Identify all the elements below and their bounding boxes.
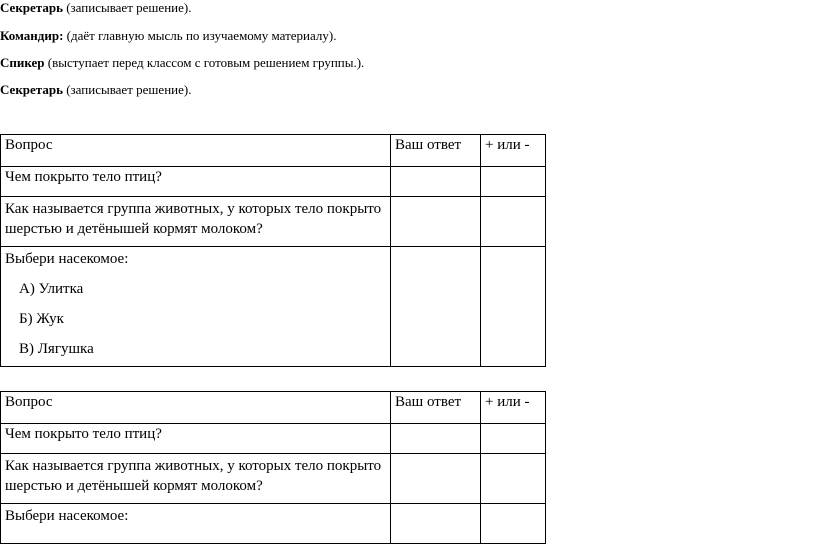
role-title: Командир: [0, 28, 64, 43]
question-text: Выбери насекомое: [1, 504, 391, 544]
role-title: Спикер [0, 55, 45, 70]
question-cell [1, 247, 391, 367]
header-answer: Ваш ответ [391, 392, 481, 424]
option-c: В) Лягушка [19, 341, 94, 357]
role-description: (записывает решение). [62, 0, 192, 15]
header-answer: Ваш ответ [391, 135, 481, 167]
role-commander [0, 28, 336, 44]
option-b: Б) Жук [19, 311, 64, 327]
answer-cell[interactable] [391, 454, 481, 504]
header-question: Вопрос [1, 135, 391, 167]
table-row [1, 424, 546, 454]
score-cell[interactable] [481, 454, 546, 504]
score-cell[interactable] [481, 504, 546, 544]
header-score: + или - [481, 392, 546, 424]
question-text: Как называется группа животных, у которых тело покрыто шерстью и детёнышей кормят молоком? [1, 454, 391, 504]
role-speaker [0, 55, 364, 71]
question-text: Чем покрыто тело птиц? [1, 424, 391, 454]
quiz-table-2 [0, 391, 546, 544]
quiz-table-1 [0, 134, 546, 367]
role-title: Секретарь [0, 82, 63, 97]
score-cell[interactable] [481, 424, 546, 454]
score-cell[interactable] [481, 167, 546, 197]
table-row [1, 247, 546, 367]
answer-cell[interactable] [391, 197, 481, 247]
role-description: (выступает перед классом с готовым решением группы.). [44, 55, 365, 70]
header-score: + или - [481, 135, 546, 167]
table-header-row [1, 392, 546, 424]
role-description: (записывает решение). [62, 82, 192, 97]
role-secretary-bottom [0, 82, 191, 98]
role-description: (даёт главную мысль по изучаемому материалу). [63, 28, 337, 43]
answer-cell[interactable] [391, 167, 481, 197]
table-row [1, 454, 546, 504]
table-row [1, 504, 546, 544]
answer-cell[interactable] [391, 247, 481, 367]
table-header-row [1, 135, 546, 167]
score-cell[interactable] [481, 247, 546, 367]
role-secretary-top [0, 0, 191, 16]
score-cell[interactable] [481, 197, 546, 247]
role-title: Секретарь [0, 0, 63, 15]
question-text: Как называется группа животных, у которых тело покрыто шерстью и детёнышей кормят молоком? [1, 197, 391, 247]
table-row [1, 197, 546, 247]
option-a: А) Улитка [19, 281, 84, 297]
header-question: Вопрос [1, 392, 391, 424]
answer-cell[interactable] [391, 424, 481, 454]
table-row [1, 167, 546, 197]
question-text: Чем покрыто тело птиц? [1, 167, 391, 197]
question-text: Выбери насекомое: [5, 251, 129, 267]
answer-cell[interactable] [391, 504, 481, 544]
